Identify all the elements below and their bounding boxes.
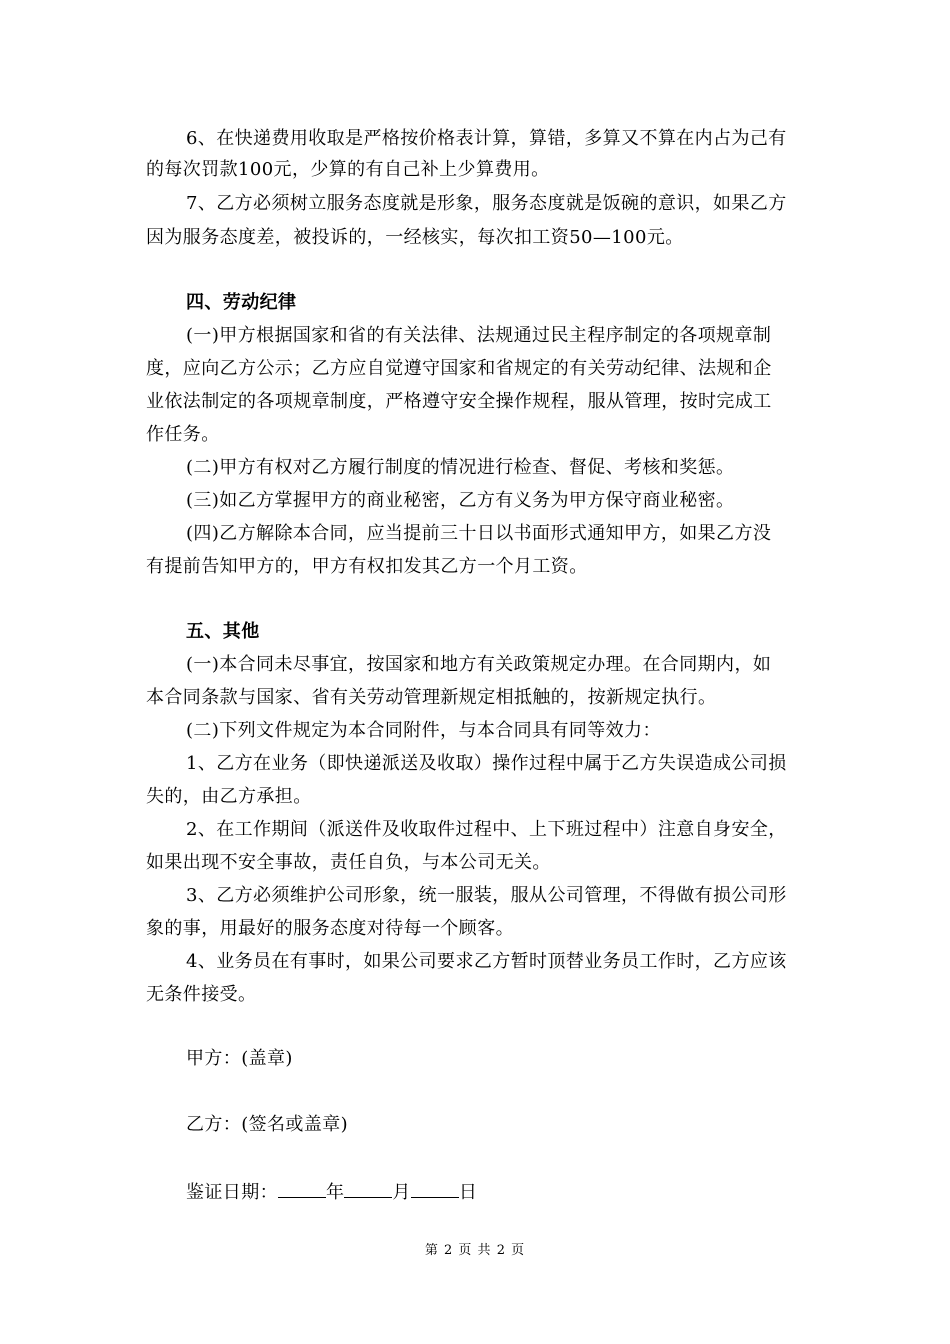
- section-4-p2: (二)甲方有权对乙方履行制度的情况进行检查、督促、考核和奖惩。: [186, 457, 735, 478]
- appendix-item-3-line-1: 3、乙方必须维护公司形象，统一服装，服从公司管理，不得做有损公司形: [186, 885, 787, 906]
- section-4-p1-line-1: (一)甲方根据国家和省的有关法律、法规通过民主程序制定的各项规章制: [186, 325, 772, 346]
- month-label: 月: [392, 1182, 411, 1203]
- appendix-item-2-line-2: 如果出现不安全事故，责任自负，与本公司无关。: [146, 852, 551, 873]
- section-4-p1-line-3: 业依法制定的各项规章制度，严格遵守安全操作规程，服从管理，按时完成工: [146, 391, 772, 412]
- clause-6-line-2: 的每次罚款100元，少算的有自己补上少算费用。: [146, 159, 550, 180]
- appendix-item-4-line-2: 无条件接受。: [146, 984, 257, 1005]
- appendix-item-2-line-1: 2、在工作期间（派送件及收取件过程中、上下班过程中）注意自身安全，: [186, 819, 787, 840]
- year-blank: [278, 1179, 326, 1198]
- section-5-p2: (二)下列文件规定为本合同附件，与本合同具有同等效力：: [186, 720, 661, 741]
- section-4-p1-line-4: 作任务。: [146, 424, 220, 445]
- clause-7-line-2: 因为服务态度差，被投诉的，一经核实，每次扣工资50—100元。: [146, 227, 684, 248]
- page-number-footer: 第 2 页 共 2 页: [424, 1243, 526, 1258]
- appendix-item-1-line-2: 失的，由乙方承担。: [146, 786, 312, 807]
- month-blank: [344, 1179, 392, 1198]
- appendix-item-4-line-1: 4、业务员在有事时，如果公司要求乙方暂时顶替业务员工作时，乙方应该: [186, 951, 787, 972]
- date-label: 鉴证日期：: [186, 1182, 278, 1203]
- attestation-date: [186, 1179, 477, 1205]
- clause-7-line-1: 7、乙方必须树立服务态度就是形象，服务态度就是饭碗的意识，如果乙方: [186, 193, 787, 214]
- party-b-signature: 乙方：(签名或盖章): [186, 1114, 349, 1135]
- section-4-heading: 四、劳动纪律: [186, 292, 297, 313]
- day-label: 日: [458, 1182, 478, 1203]
- section-4-p3: (三)如乙方掌握甲方的商业秘密，乙方有义务为甲方保守商业秘密。: [186, 490, 735, 511]
- section-5-heading: 五、其他: [186, 621, 260, 642]
- appendix-item-1-line-1: 1、乙方在业务（即快递派送及收取）操作过程中属于乙方失误造成公司损: [186, 753, 787, 774]
- section-4-p4-line-2: 有提前告知甲方的，甲方有权扣发其乙方一个月工资。: [146, 556, 588, 577]
- year-label: 年: [326, 1182, 345, 1203]
- clause-6-line-1: 6、在快递费用收取是严格按价格表计算，算错，多算又不算在内占为己有: [186, 128, 787, 149]
- section-4-p4-line-1: (四)乙方解除本合同，应当提前三十日以书面形式通知甲方，如果乙方没: [186, 523, 772, 544]
- section-5-p1-line-1: (一)本合同未尽事宜，按国家和地方有关政策规定办理。在合同期内，如: [186, 654, 772, 675]
- appendix-item-3-line-2: 象的事，用最好的服务态度对待每一个顾客。: [146, 918, 514, 939]
- day-blank: [411, 1179, 459, 1198]
- party-a-signature: 甲方：(盖章): [186, 1048, 293, 1069]
- section-4-p1-line-2: 度，应向乙方公示；乙方应自觉遵守国家和省规定的有关劳动纪律、法规和企: [146, 358, 772, 379]
- section-5-p1-line-2: 本合同条款与国家、省有关劳动管理新规定相抵触的，按新规定执行。: [146, 687, 717, 708]
